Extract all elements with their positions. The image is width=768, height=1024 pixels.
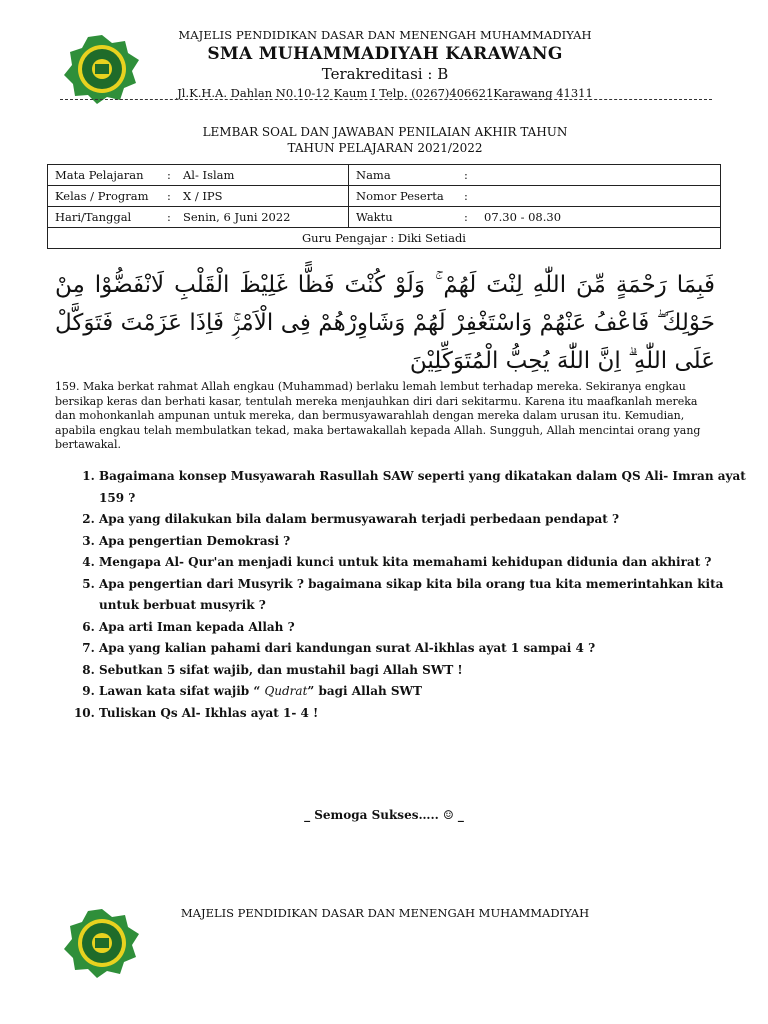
participant-cell[interactable] bbox=[349, 186, 721, 207]
title-line-2: TAHUN PELAJARAN 2021/2022 bbox=[287, 141, 483, 155]
school-logo-footer bbox=[62, 907, 142, 979]
info-row bbox=[48, 207, 721, 228]
organization-name: MAJELIS PENDIDIKAN DASAR DAN MENENGAH MUHAMMADIYAH bbox=[178, 28, 592, 42]
day-label: Hari/Tanggal bbox=[55, 210, 132, 224]
class-cell bbox=[48, 186, 349, 207]
time-value: 07.30 - 08.30 bbox=[484, 210, 562, 224]
info-row bbox=[48, 186, 721, 207]
question-item: 8. Sebutkan 5 sifat wajib, dan mustahil bagi Allah SWT ! bbox=[99, 660, 764, 682]
info-row bbox=[48, 165, 721, 186]
school-logo bbox=[62, 33, 142, 105]
footer-organization: MAJELIS PENDIDIKAN DASAR DAN MENENGAH MUHAMMADIYAH bbox=[180, 906, 590, 920]
question-item: 9. Lawan kata sifat wajib “ Qudrat” bagi Allah SWT bbox=[99, 681, 764, 703]
subject-cell bbox=[48, 165, 349, 186]
day-value: Senin, 6 Juni 2022 bbox=[183, 210, 291, 224]
question-item: 7. Apa yang kalian pahami dari kandungan surat Al-ikhlas ayat 1 sampai 4 ? bbox=[99, 638, 764, 660]
colon: : bbox=[464, 189, 468, 203]
day-cell bbox=[48, 207, 349, 228]
question-item: 4. Mengapa Al- Qur'an menjadi kunci untuk kita memahami kehidupan didunia dan akhirat ? bbox=[99, 552, 764, 574]
arabic-verse: فَبِمَا رَحْمَةٍ مِّنَ اللّٰهِ لِنْتَ لَهُمْ ۚ وَلَوْ كُنْتَ فَظًّا غَلِيْظَ الْقَلْبِ لَانْفَضُّوْا مِنْ حَوْلِكَ ۖ فَاعْفُ عَنْهُمْ وَاسْتَغْفِرْ لَهُمْ وَشَاوِرْهُمْ فِى الْاَمْرِۚ فَاِذَا عَزَمْتَ فَتَوَكَّلْ عَلَى اللّٰهِ ۗ اِنَّ اللّٰهَ يُحِبُّ الْمُتَوَكِّلِيْنَ bbox=[55, 272, 715, 374]
info-row bbox=[48, 228, 721, 249]
school-address: Jl.K.H.A. Dahlan N0.10-12 Kaum I Telp. (0267)406621Karawang 41311 bbox=[177, 86, 593, 100]
title-line-1: LEMBAR SOAL DAN JAWABAN PENILAIAN AKHIR TAHUN bbox=[202, 125, 568, 139]
question-item: 2. Apa yang dilakukan bila dalam bermusyawarah terjadi perbedaan pendapat ? bbox=[99, 509, 764, 531]
question-list bbox=[55, 466, 764, 724]
colon: : bbox=[167, 168, 171, 182]
time-label: Waktu bbox=[356, 210, 393, 224]
closing-message: _ Semoga Sukses….. ☺ _ bbox=[304, 808, 464, 822]
subject-label: Mata Pelajaran bbox=[55, 168, 144, 182]
muhammadiyah-emblem-icon bbox=[62, 33, 142, 105]
teacher-cell: Guru Pengajar : Diki Setiadi bbox=[48, 228, 721, 249]
letterhead bbox=[150, 28, 620, 100]
class-label: Kelas / Program bbox=[55, 189, 149, 203]
question-item: 6. Apa arti Iman kepada Allah ? bbox=[99, 617, 764, 639]
muhammadiyah-emblem-icon bbox=[62, 907, 142, 979]
class-value: X / IPS bbox=[183, 189, 223, 203]
question-item: 5. Apa pengertian dari Musyrik ? bagaimana sikap kita bila orang tua kita memerintahkan kita untuk berbuat musyrik ? bbox=[99, 574, 764, 617]
colon: : bbox=[464, 168, 468, 182]
verse-translation: 159. Maka berkat rahmat Allah engkau (Muhammad) berlaku lemah lembut terhadap mereka. Sekiranya engkau bersikap keras dan berhati kasar, tentulah mereka menjauhkan diri dari sekitarmu. Karena itu maafkanlah mereka dan mohonkanlah ampunan untuk mereka, dan bermusyawarahlah dengan mereka dalam urusan itu. Kemudian, apabila engkau telah membulatkan tekad, maka bertawakallah kepada Allah. Sungguh, Allah mencintai orang yang bertawakal. bbox=[55, 380, 701, 451]
accreditation: Terakreditasi : B bbox=[321, 65, 449, 83]
colon: : bbox=[167, 189, 171, 203]
participant-label: Nomor Peserta bbox=[356, 189, 444, 203]
time-cell bbox=[349, 207, 721, 228]
name-label: Nama bbox=[356, 168, 391, 182]
exam-info-table bbox=[47, 164, 721, 249]
school-name: SMA MUHAMMADIYAH KARAWANG bbox=[207, 44, 563, 64]
question-item: 3. Apa pengertian Demokrasi ? bbox=[99, 531, 764, 553]
header-divider bbox=[60, 99, 712, 100]
colon: : bbox=[464, 210, 468, 224]
colon: : bbox=[167, 210, 171, 224]
document-title bbox=[150, 124, 620, 156]
name-cell[interactable] bbox=[349, 165, 721, 186]
question-item: 10. Tuliskan Qs Al- Ikhlas ayat 1- 4 ! bbox=[99, 703, 764, 725]
subject-value: Al- Islam bbox=[183, 168, 235, 182]
question-item: 1. Bagaimana konsep Musyawarah Rasullah SAW seperti yang dikatakan dalam QS Ali- Imran ayat 159 ? bbox=[99, 466, 764, 509]
